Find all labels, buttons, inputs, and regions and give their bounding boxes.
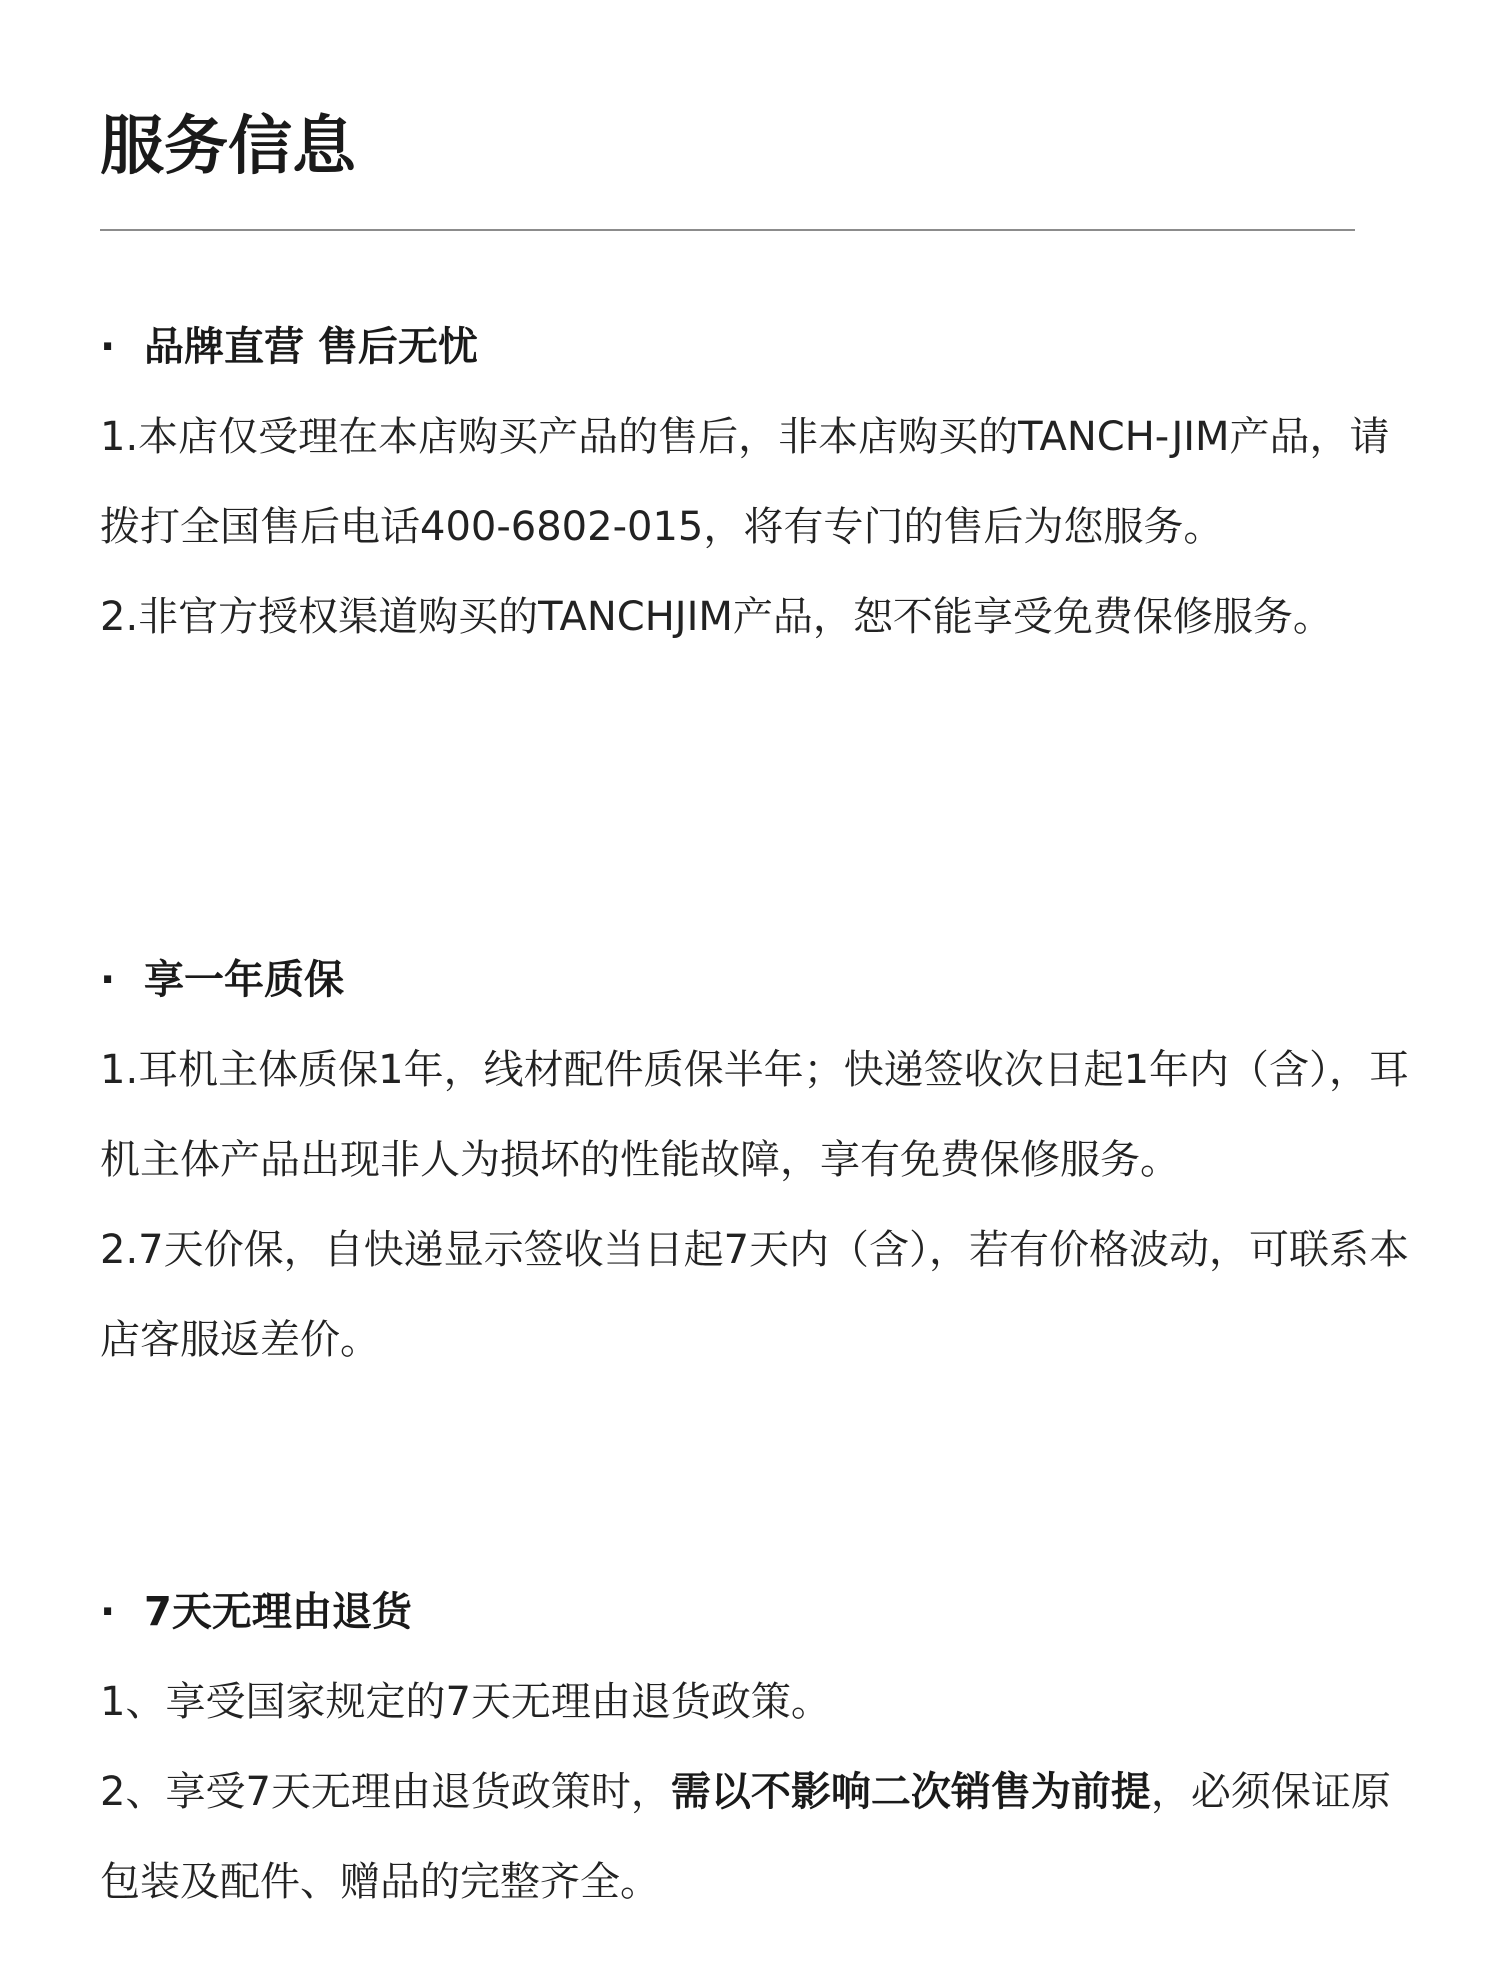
return-condition-after: ，必须保证原包装及配件、赠品的完整齐全。 [100,1769,1391,1905]
paragraph-return-condition [100,1747,1410,1927]
section-seven-day-return [100,1567,1410,1927]
paragraph-return-policy: 1、享受国家规定的7天无理由退货政策。 [100,1679,831,1725]
paragraph-price-protection: 2.7天价保，自快递显示签收当日起7天内（含），若有价格波动，可联系本店客服返差价。 [100,1227,1410,1363]
title-divider [100,229,1355,231]
return-condition-before: 2、享受7天无理由退货政策时， [100,1769,671,1815]
section-heading [100,302,1410,392]
section-brand-direct [100,302,1410,662]
paragraph-warranty-terms: 1.耳机主体质保1年，线材配件质保半年；快递签收次日起1年内（含），耳机主体产品出现非人为损坏的性能故障，享有免费保修服务。 [100,1047,1410,1183]
bullet-dot: · [100,957,116,1003]
section-heading-text: 7天无理由退货 [144,1589,412,1635]
bullet-dot: · [100,324,116,370]
paragraph-after-sales-scope: 1.本店仅受理在本店购买产品的售后，非本店购买的TANCH-JIM产品，请拨打全国售后电话400-6802-015，将有专门的售后为您服务。 [100,414,1390,550]
section-one-year-warranty [100,935,1410,1385]
section-heading [100,935,1410,1025]
page-title: 服务信息 [100,110,356,184]
paragraph-unauthorized-channel: 2.非官方授权渠道购买的TANCHJIM产品，恕不能享受免费保修服务。 [100,594,1333,640]
bullet-dot: · [100,1589,116,1635]
return-condition-emphasis: 需以不影响二次销售为前提 [670,1769,1151,1815]
section-heading [100,1567,1410,1657]
section-heading-text: 享一年质保 [144,957,344,1003]
section-heading-text: 品牌直营 售后无忧 [144,324,478,370]
